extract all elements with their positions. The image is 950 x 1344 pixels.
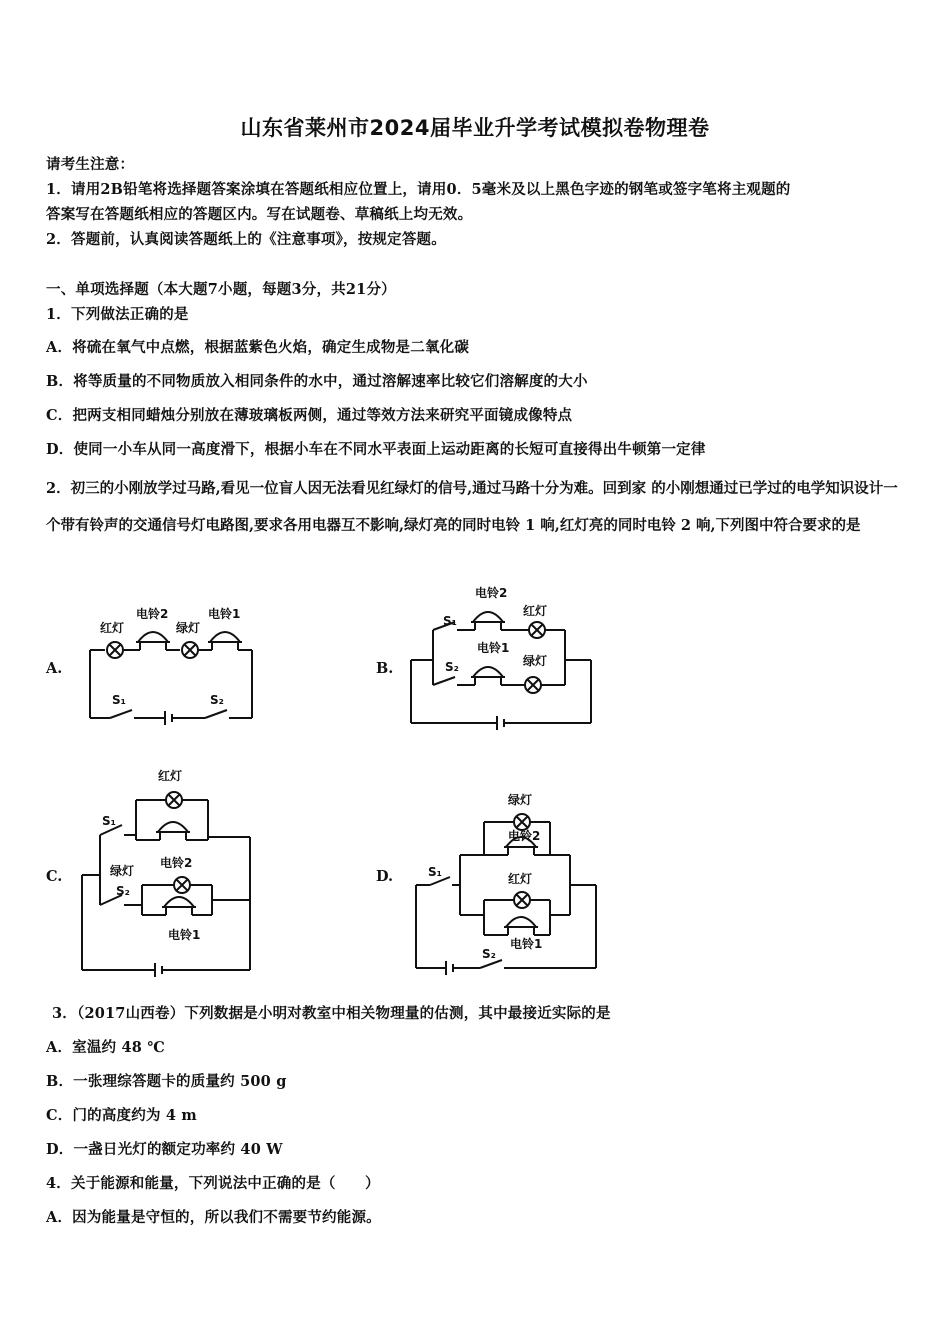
q3-option-a: A．室温约 48 ℃	[46, 1039, 165, 1056]
circuit-b-diagram	[405, 585, 605, 730]
notice-item-2: 2．答题前，认真阅读答题纸上的《注意事项》，按规定答题。	[46, 231, 446, 248]
q2-label-d: D.	[376, 868, 394, 885]
q4-stem: 4．关于能源和能量，下列说法中正确的是（ ）	[46, 1175, 380, 1192]
q3-stem: 3．（2017山西卷）下列数据是小明对教室中相关物理量的估测，其中最接近实际的是	[52, 1005, 611, 1022]
q2-label-c: C.	[46, 868, 63, 885]
circuit-b-green-label: 绿灯	[523, 654, 548, 668]
q1-option-b: B．将等质量的不同物质放入相同条件的水中，通过溶解速率比较它们溶解度的大小	[46, 373, 588, 390]
q3-option-b: B．一张理综答题卡的质量约 500 g	[46, 1073, 287, 1090]
circuit-c-s2-label: S₂	[116, 884, 130, 898]
circuit-c-diagram	[80, 765, 280, 980]
circuit-a-red-label: 红灯	[100, 621, 125, 635]
circuit-b-s1-label: S₁	[443, 614, 457, 628]
q2-stem: 2．初三的小刚放学过马路,看见一位盲人因无法看见红绿灯的信号,通过马路十分为难。回到家 的小刚想通过已学过的电学知识设计一个带有铃声的交通信号灯电路图,要求各用电器互不影响,绿灯亮的同时电铃 1 响,红灯亮的同时电铃 2 响,下列图中符合要求的是	[46, 480, 898, 534]
circuit-b-red-label: 红灯	[523, 604, 548, 618]
q2-label-a: A.	[46, 660, 63, 677]
circuit-b-bell1-label: 电铃1	[477, 641, 510, 655]
circuit-c-bell2-label: 电铃2	[160, 856, 193, 870]
circuit-d-bell1-label: 电铃1	[510, 937, 543, 951]
circuit-a-s1-label: S₁	[112, 693, 126, 707]
circuit-a-green-label: 绿灯	[176, 621, 201, 635]
q4-option-a: A．因为能量是守恒的，所以我们不需要节约能源。	[46, 1209, 381, 1226]
circuit-d-bell2-label: 电铃2	[508, 829, 541, 843]
circuit-d-diagram	[410, 790, 610, 975]
circuit-b-bell2-label: 电铃2	[475, 586, 508, 600]
circuit-d-s1-label: S₁	[428, 865, 442, 879]
circuit-a-bell1-label: 电铃1	[208, 607, 241, 621]
section-heading: 一、单项选择题（本大题7小题，每题3分，共21分）	[46, 281, 396, 298]
notice-heading: 请考生注意：	[46, 156, 135, 173]
circuit-c-bell1-label: 电铃1	[168, 928, 201, 942]
circuit-c-green-label: 绿灯	[110, 864, 135, 878]
circuit-a-bell2-label: 电铃2	[136, 607, 169, 621]
circuit-d-red-label: 红灯	[508, 872, 533, 886]
circuit-a-s2-label: S₂	[210, 693, 224, 707]
circuit-b-s2-label: S₂	[445, 660, 459, 674]
notice-item-1b: 答案写在答题纸相应的答题区内。写在试题卷、草稿纸上均无效。	[46, 206, 473, 223]
circuit-c-red-label: 红灯	[158, 769, 183, 783]
q1-option-d: D．使同一小车从同一高度滑下，根据小车在不同水平表面上运动距离的长短可直接得出牛顿第一定律	[46, 441, 706, 458]
q1-stem: 1．下列做法正确的是	[46, 306, 189, 323]
circuit-d-green-label: 绿灯	[508, 793, 533, 807]
q3-option-c: C．门的高度约为 4 m	[46, 1107, 197, 1124]
circuit-c-s1-label: S₁	[102, 814, 116, 828]
q2-label-b: B.	[376, 660, 394, 677]
q3-option-d: D．一盏日光灯的额定功率约 40 W	[46, 1141, 283, 1158]
notice-item-1a: 1．请用2B铅笔将选择题答案涂填在答题纸相应位置上，请用0．5毫米及以上黑色字迹的钢笔或签字笔将主观题的	[46, 181, 791, 198]
page-title: 山东省莱州市2024届毕业升学考试模拟卷物理卷	[240, 116, 710, 140]
circuit-d-s2-label: S₂	[482, 947, 496, 961]
q1-option-c: C．把两支相同蜡烛分别放在薄玻璃板两侧，通过等效方法来研究平面镜成像特点	[46, 407, 573, 424]
circuit-a-diagram	[80, 600, 280, 730]
q1-option-a: A．将硫在氧气中点燃，根据蓝紫色火焰，确定生成物是二氧化碳	[46, 339, 470, 356]
